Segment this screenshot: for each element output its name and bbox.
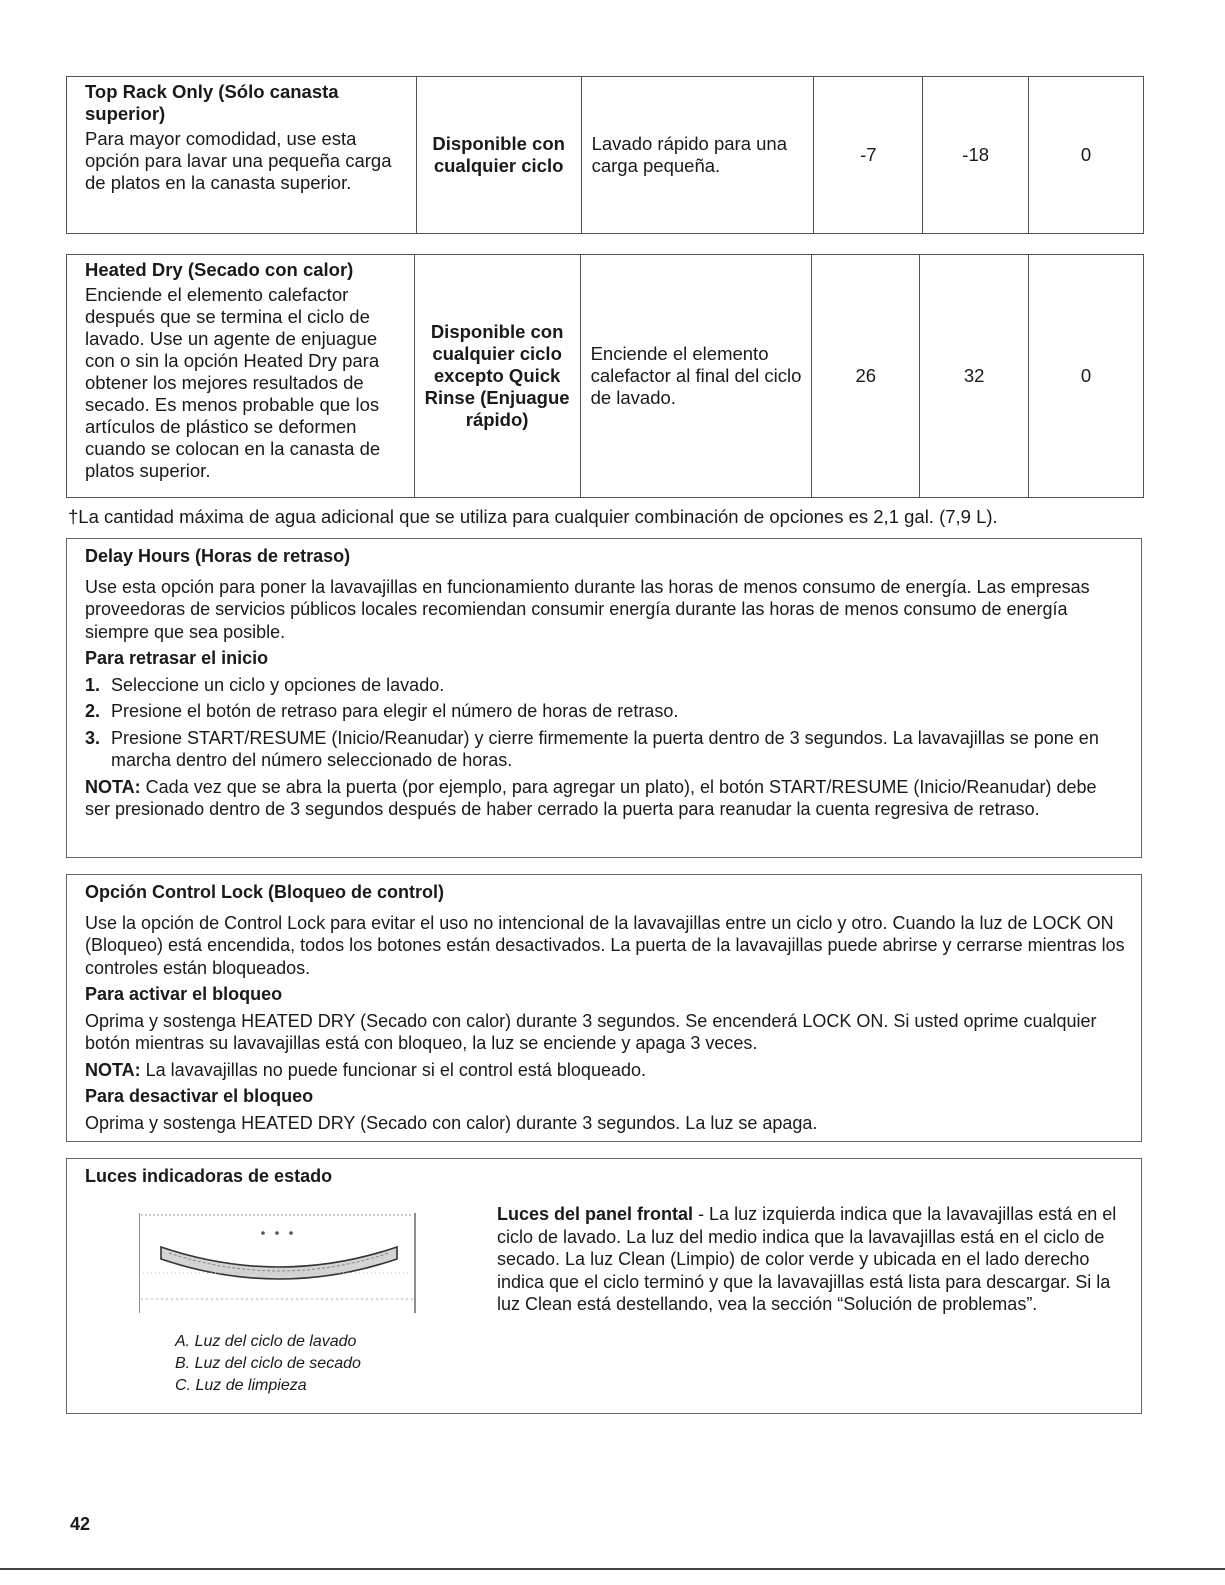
control-lock-section (66, 874, 1142, 1142)
option-availability: Disponible con cualquier ciclo excepto Quick Rinse (Enjuague rápido) (414, 255, 580, 498)
option-result: Enciende el elemento calefactor al final del ciclo de lavado. (580, 255, 812, 498)
caption-c: C. Luz de limpieza (175, 1377, 307, 1394)
step-number: 1. (85, 674, 101, 695)
deactivate-text: Oprima y sostenga HEATED DRY (Secado con calor) durante 3 segundos. La luz se apaga. (85, 1112, 818, 1133)
bottom-rule (0, 1568, 1225, 1570)
option-title: Top Rack Only (Sólo canasta superior) (85, 81, 339, 124)
option-text: Enciende el elemento calefactor después que se termina el ciclo de lavado. Use un agente de enjuague con o sin la opción Heated Dry para obtener los mejores resultados de secado. Es menos probable que los artículos de plástico se deformen cuando se colocan en la canasta de platos superior. (85, 284, 381, 481)
indicator-light-a (261, 1231, 265, 1235)
step-number: 2. (85, 701, 101, 721)
subsection-title: Para retrasar el inicio (85, 648, 269, 668)
options-table-top-rack (66, 76, 1144, 234)
subsection-title: Para desactivar el bloqueo (85, 1086, 314, 1106)
table-row (67, 255, 1144, 498)
step-text: Presione el botón de retraso para elegir el número de horas de retraso. (111, 701, 679, 721)
section-title: Luces indicadoras de estado (85, 1166, 333, 1186)
list-item (85, 727, 1125, 772)
option-description (67, 77, 417, 234)
delay-hours-section (66, 538, 1142, 858)
step-text: Presione START/RESUME (Inicio/Reanudar) y cierre firmemente la puerta dentro de 3 segundos. La lavavajillas se pone en marcha dentro del número seleccionado de horas. (111, 727, 1099, 770)
door-handle-icon (161, 1247, 397, 1279)
control-panel-illustration (139, 1209, 417, 1319)
step-number: 3. (85, 727, 101, 748)
subsection-title: Para activar el bloqueo (85, 984, 283, 1004)
indicator-light-c (289, 1231, 293, 1235)
note (85, 776, 1125, 821)
option-description (67, 255, 415, 498)
caption-a: A. Luz del ciclo de lavado (175, 1333, 357, 1350)
options-table-heated-dry (66, 254, 1144, 498)
lead-label: Luces del panel frontal (497, 1204, 694, 1224)
option-value-2: -18 (923, 77, 1029, 234)
note-label: NOTA: (85, 776, 141, 797)
option-value-1: -7 (814, 77, 923, 234)
table-row (67, 77, 1144, 234)
indicator-light-b (275, 1231, 279, 1235)
note-text: Cada vez que se abra la puerta (por ejemplo, para agregar un plato), el botón START/RESUME (Inicio/Reanudar) debe ser presionado dentro de 3 segundos después de haber cerrado la puerta para reanudar la cuenta regresiva de retraso. (85, 776, 1097, 819)
note (85, 1059, 1125, 1082)
note-label: NOTA: (85, 1059, 141, 1080)
option-value-2: 32 (920, 255, 1029, 498)
lead-text: - La luz izquierda indica que la lavavajillas está en el ciclo de lavado. La luz del medio indica que la lavavajillas está en el ciclo de secado. La luz Clean (Limpio) de color verde y ubicada en el lado derecho indica que el ciclo terminó y que la lavavajillas está lista para descargar. Si la luz Clean está destellando, vea la sección “Solución de problemas”. (497, 1204, 1117, 1314)
note-text: La lavavajillas no puede funcionar si el control está bloqueado. (140, 1059, 646, 1080)
option-title: Heated Dry (Secado con calor) (85, 259, 354, 280)
activate-text: Oprima y sostenga HEATED DRY (Secado con calor) durante 3 segundos. Se encenderá LOCK ON. Si usted oprime cualquier botón mientras su lavavajillas está con bloqueo, la luz se enciende y apaga 3 veces. (85, 1010, 1097, 1053)
option-text: Para mayor comodidad, use esta opción para lavar una pequeña carga de platos en la canasta superior. (85, 128, 392, 193)
steps-list (85, 674, 1125, 772)
list-item (85, 674, 1125, 697)
front-panel-lights-text (497, 1203, 1131, 1316)
page-number: 42 (70, 1514, 91, 1534)
status-lights-section (66, 1158, 1142, 1414)
step-text: Seleccione un ciclo y opciones de lavado. (111, 674, 445, 695)
section-title: Opción Control Lock (Bloqueo de control) (85, 882, 444, 902)
water-footnote: †La cantidad máxima de agua adicional que se utiliza para cualquier combinación de opciones es 2,1 gal. (7,9 L). (68, 506, 998, 527)
option-value-1: 26 (812, 255, 920, 498)
option-value-3: 0 (1029, 77, 1144, 234)
option-result: Lavado rápido para una carga pequeña. (581, 77, 814, 234)
list-item (85, 700, 1125, 723)
caption-b: B. Luz del ciclo de secado (175, 1355, 361, 1372)
option-availability: Disponible con cualquier ciclo (416, 77, 581, 234)
section-intro: Use la opción de Control Lock para evitar el uso no intencional de la lavavajillas entre un ciclo y otro. Cuando la luz de LOCK ON (Bloqueo) está encendida, todos los botones están desactivados. La puerta de la lavavajillas puede abrirse y cerrarse mientras los controles están bloqueados. (85, 912, 1125, 978)
option-value-3: 0 (1029, 255, 1144, 498)
section-intro: Use esta opción para poner la lavavajillas en funcionamiento durante las horas de menos consumo de energía. Las empresas proveedoras de servicios públicos locales recomiendan consumir energía durante las horas de menos consumo de energía siempre que sea posible. (85, 576, 1090, 642)
figure-captions (175, 1331, 361, 1397)
section-title: Delay Hours (Horas de retraso) (85, 546, 351, 566)
